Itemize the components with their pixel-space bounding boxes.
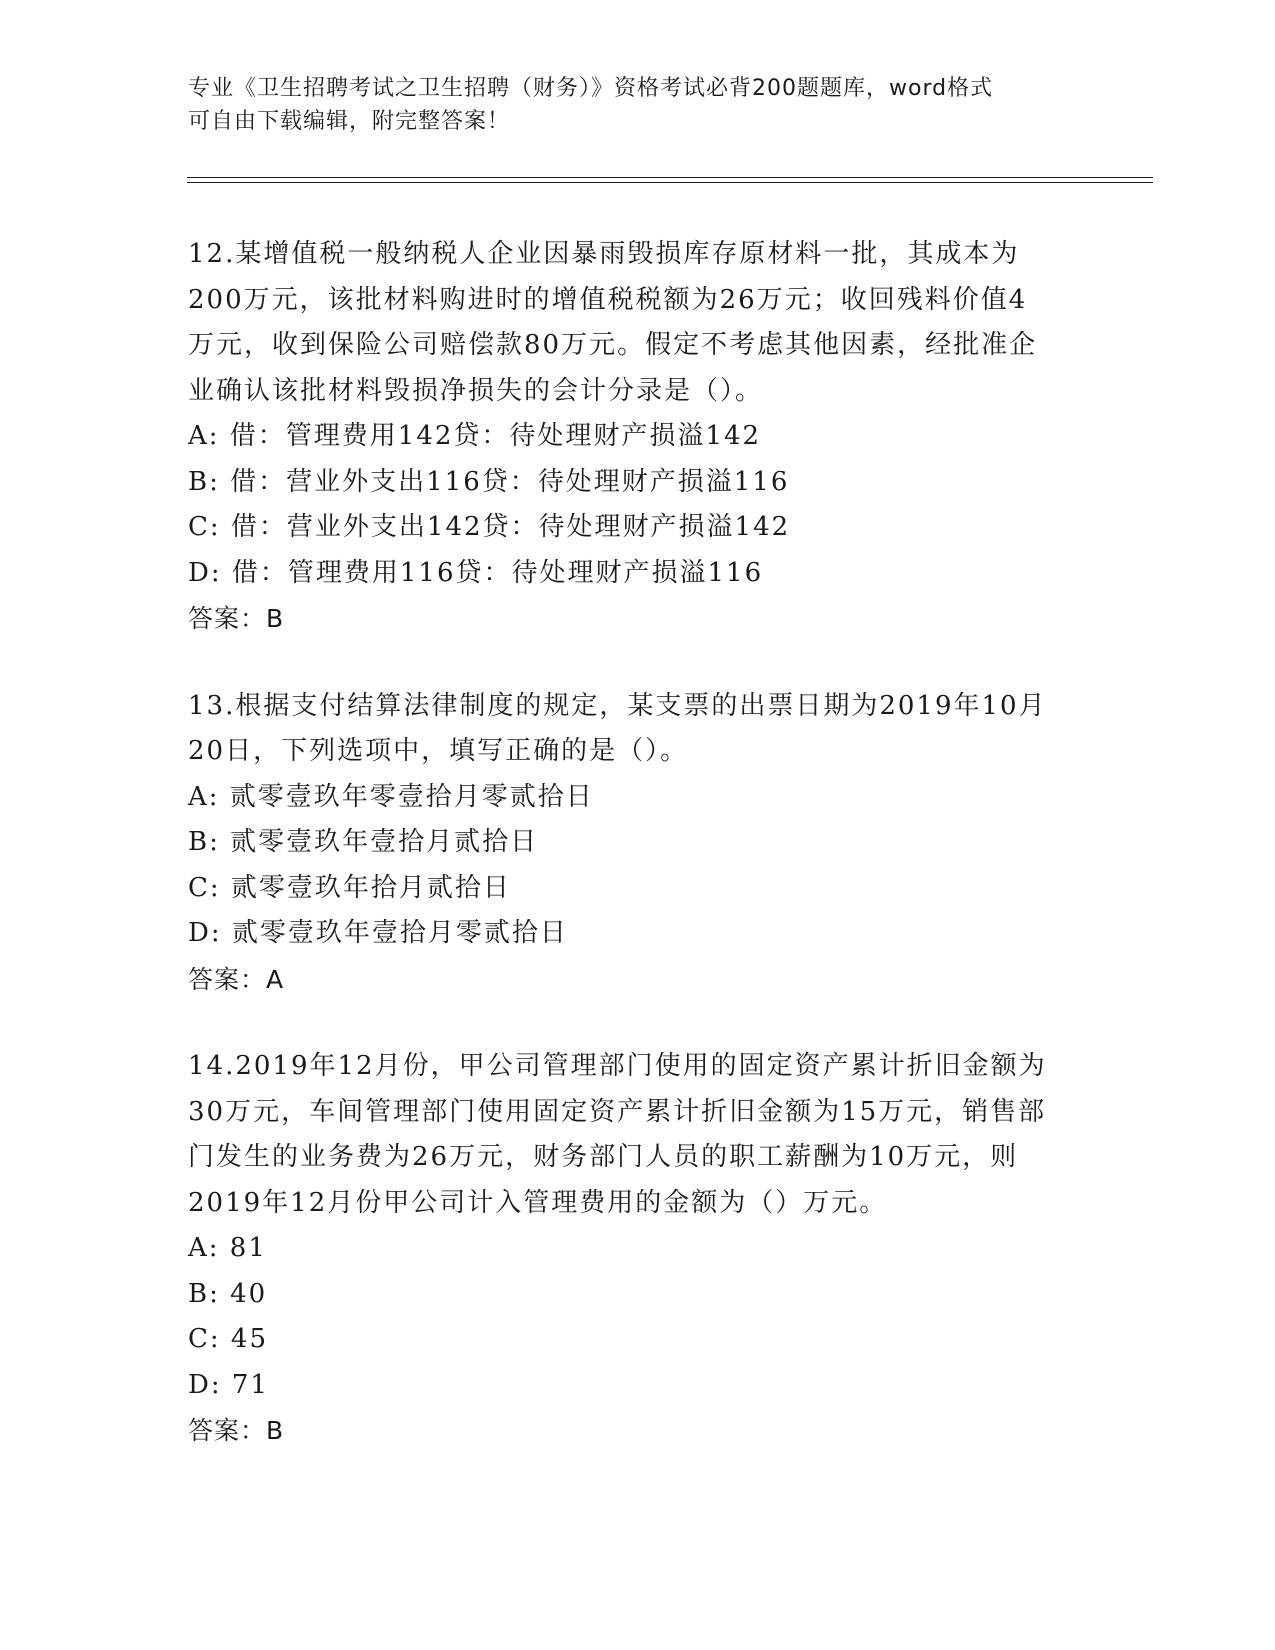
question-stem-line: 业确认该批材料毁损净损失的会计分录是（）。 [188, 375, 764, 406]
option-a: A: 借：管理费用142贷：待处理财产损溢142 [188, 421, 762, 451]
question-stem-line: 万元，收到保险公司赔偿款80万元。假定不考虑其他因素，经批准企 [188, 330, 1038, 360]
question-13 [188, 684, 1088, 1003]
header-divider-top [187, 177, 1153, 178]
header-divider-bottom [187, 182, 1153, 183]
answer-label: 答案：B [188, 604, 285, 633]
option-d: D: 贰零壹玖年壹拾月零贰拾日 [188, 918, 568, 948]
option-c: C: 借：营业外支出142贷：待处理财产损溢142 [188, 512, 791, 542]
question-stem-line: 200万元，该批材料购进时的增值税税额为26万元；收回残料价值4 [188, 284, 1028, 315]
question-stem-line: 门发生的业务费为26万元，财务部门人员的职工薪酬为10万元，则 [188, 1142, 1019, 1172]
option-b: B: 40 [188, 1278, 268, 1309]
option-c: C: 贰零壹玖年拾月贰拾日 [188, 872, 511, 903]
question-stem-line: 30万元，车间管理部门使用固定资产累计折旧金额为15万元，销售部 [188, 1096, 1047, 1127]
question-stem-line: 14.2019年12月份，甲公司管理部门使用的固定资产累计折旧金额为 [188, 1051, 1047, 1081]
document-header [188, 72, 1088, 138]
option-b: B: 贰零壹玖年壹拾月贰拾日 [188, 827, 539, 857]
option-d: D: 借：管理费用116贷：待处理财产损溢116 [188, 557, 764, 588]
question-stem-line: 12.某增值税一般纳税人企业因暴雨毁损库存原材料一批，其成本为 [188, 239, 1020, 269]
question-stem-line: 20日，下列选项中，填写正确的是（）。 [188, 736, 689, 766]
question-12 [188, 232, 1088, 642]
question-stem-line: 13.根据支付结算法律制度的规定，某支票的出票日期为2019年10月 [188, 690, 1047, 721]
header-line: 专业《卫生招聘考试之卫生招聘（财务）》资格考试必背200题题库，word格式 [188, 76, 994, 101]
option-a: A: 贰零壹玖年零壹拾月零贰拾日 [188, 781, 594, 812]
answer-label: 答案：B [188, 1416, 285, 1445]
header-line: 可自由下载编辑，附完整答案！ [188, 109, 511, 134]
question-list [188, 232, 1088, 1496]
answer-label: 答案：A [188, 964, 285, 994]
option-b: B: 借：营业外支出116贷：待处理财产损溢116 [188, 466, 790, 497]
option-a: A: 81 [188, 1233, 267, 1263]
option-d: D: 71 [188, 1369, 269, 1400]
option-c: C: 45 [188, 1324, 269, 1354]
question-14 [188, 1044, 1088, 1454]
question-stem-line: 2019年12月份甲公司计入管理费用的金额为（）万元。 [188, 1187, 888, 1218]
